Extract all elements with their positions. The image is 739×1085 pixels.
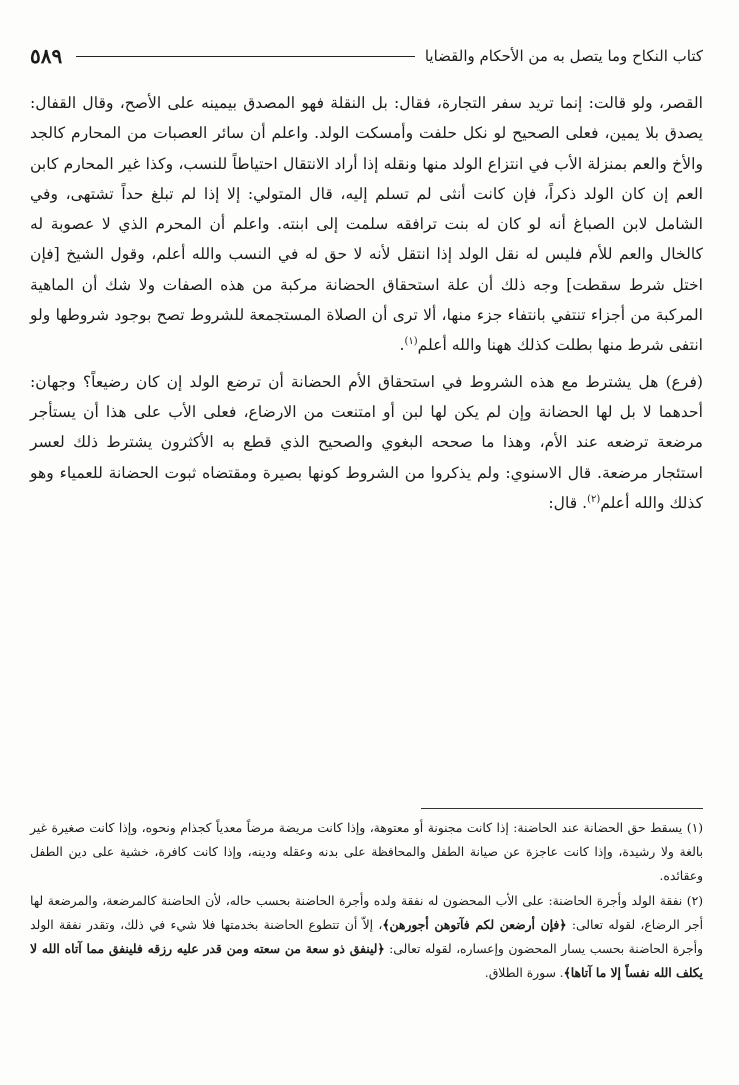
footnotes: [30, 816, 703, 985]
footnote-ref-2[interactable]: (٢): [587, 493, 601, 505]
footnote-1: (١) يسقط حق الحضانة عند الحاضنة: إذا كانت مجنونة أو معتوهة، وإذا كانت مريضة مرضاً معدياً كجذام ونحوه، وإذا كانت صغيرة غير بالغة ولا رشيدة، وإذا كانت عاجزة عن صيانة الطفل والمحافظة على بدنه وعقله ودينه، وإذا كانت كافرة، خشية على دين الطفل وعقائده.: [30, 821, 703, 884]
footnote-text: (٢) نفقة الولد وأجرة الحاضنة: على الأب المحضون له نفقة ولده وأجرة الحاضنة بحسب حاله، لأن الحاضنة كالمرضعة، والمرضعة لها أجر الرضاع، لقوله تعالى:: [30, 893, 703, 932]
running-title: كتاب النكاح وما يتصل به من الأحكام والقضايا: [424, 47, 703, 65]
footnote-2: [30, 889, 703, 986]
paragraph-text: القصر، ولو قالت: إنما تريد سفر التجارة، فقال: بل النقلة فهو المصدق بيمينه على الأصح، وقال القفال: يصدق بلا يمين، فعلى الصحيح لو نكل حلفت وأمسكت الولد. واعلم أن سائر العصبات من المحارم كالجد والأخ والعم بمنزلة الأب في انتزاع الولد منها ونقله إذا أراد الانتقال احتياطاً للنسب، وكذا غير المحارم كابن العم إن كان الولد ذكراً، فإن كانت أنثى لم تسلم إليه، قال المتولي: إلا إذا لم تبلغ حداً تشتهى، وفي الشامل لابن الصباغ أنه لو كان له بنت ترافقه سلمت إلى ابنته. واعلم أن المحرم الذي لا عصوبة له كالخال والعم للأم فليس له نقل الولد إذا انتقل لأنه لا حق له في النسب والله أعلم، وقول الشيخ [فإن اختل شرط سقطت] وجه ذلك أن علة استحقاق الحضانة مركبة من هذه الصفات ولا شك أن الماهية المركبة من أجزاء تنتفي بانتفاء جزء منها، ألا ترى أن الصلاة المستجمعة للشروط تصح بوجود شروطها ولو انتفى شرط منها بطلت كذلك ههنا والله أعلم: [30, 94, 703, 355]
paragraph-text: (فرع) هل يشترط مع هذه الشروط في استحقاق الأم الحضانة أن ترضع الولد إن كان رضيعاً؟ وجهان: أحدهما لا بل لها الحضانة وإن لم يكن لها لبن أو امتنعت من الارضاع، فعلى الأب على هذا أن يستأجر مرضعة ترضعه عند الأم، وهذا ما صححه البغوي والصحيح الذي قطع به الأكثرون يشترط ذلك لعسر استئجار مرضعة. قال الاسنوي: ولم يذكروا من الشروط كونها بصيرة ومقتضاه ثبوت الحضانة للعمياء وهو كذلك والله أعلم: [30, 372, 703, 512]
footnote-ref-1[interactable]: (١): [404, 336, 418, 348]
paragraph-tail: . قال:: [548, 493, 588, 512]
main-text: [30, 88, 703, 518]
footnote-separator: [421, 808, 703, 809]
footnote-text: . سورة الطلاق.: [484, 966, 564, 981]
page-header: [30, 36, 703, 76]
quran-verse: ﴿لينفق ذو سعة من سعته ومن قدر عليه رزقه فلينفق مما آتاه الله لا يكلف الله نفساً إلا ما آتاها﴾: [30, 941, 703, 981]
paragraph-2: [30, 367, 703, 518]
quran-verse: ﴿فإن أرضعن لكم فآتوهن أجورهن﴾: [382, 916, 567, 932]
header-rule: [76, 56, 415, 57]
page-number: ٥٨٩: [30, 44, 63, 68]
paragraph-tail: .: [399, 336, 405, 355]
footnote-text: ، إلاّ أن تتطوع الحاضنة بخدمتها فلا شيء في ذلك، وتقدر نفقة الولد وأجرة الحاضنة بحسب يسار المحضون وإعساره، لقوله تعالى:: [30, 917, 703, 957]
paragraph-1: [30, 88, 703, 361]
